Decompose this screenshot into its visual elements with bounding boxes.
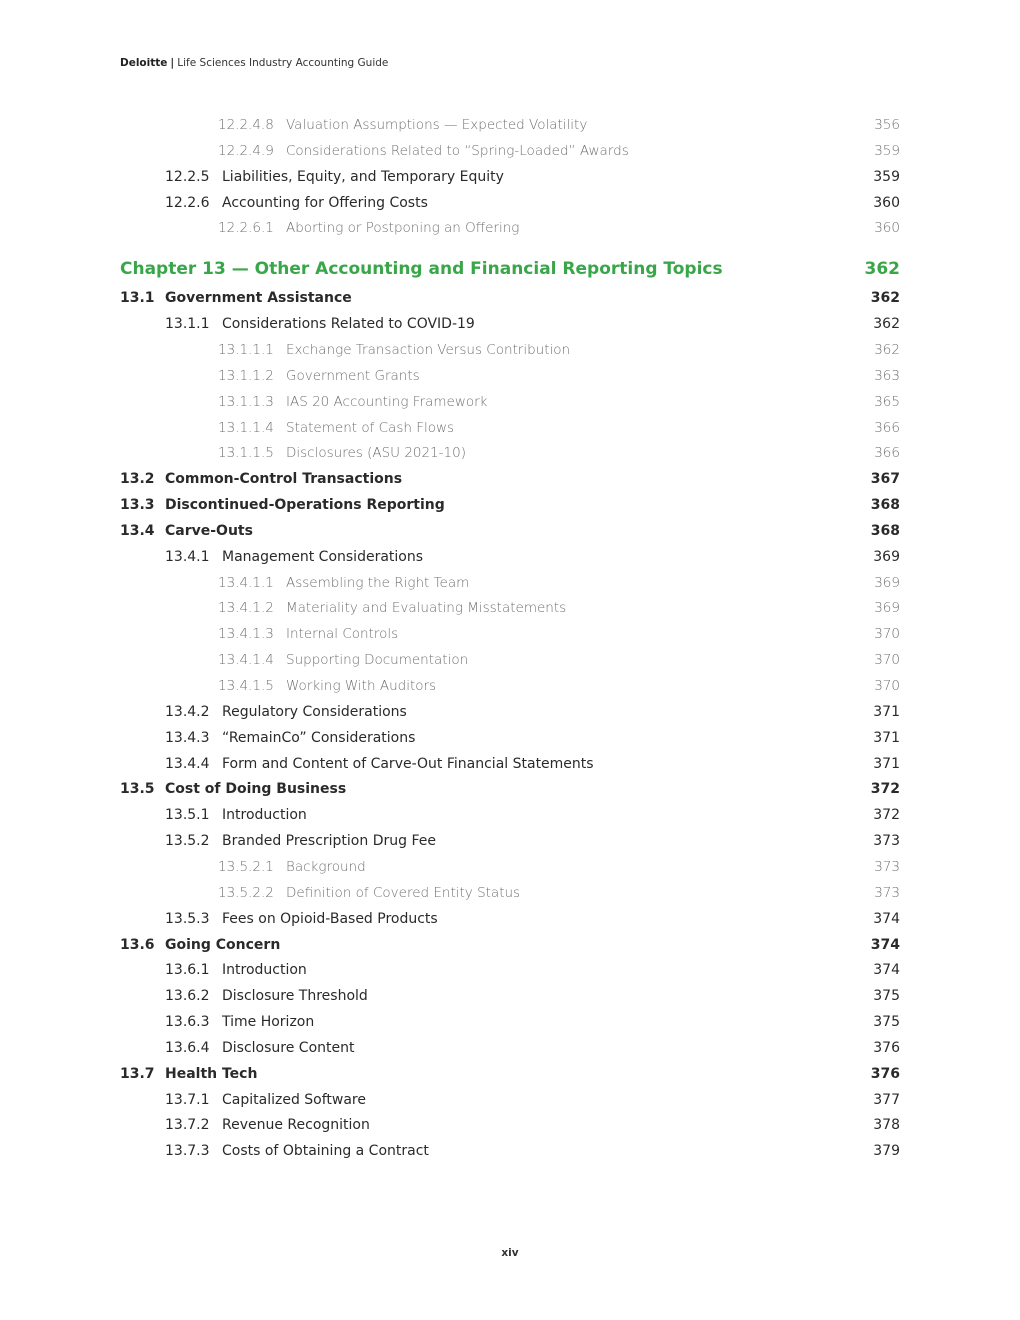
toc-entry[interactable] xyxy=(0,882,1020,904)
toc-entry-title[interactable]: Working With Auditors xyxy=(286,678,437,694)
toc-entry[interactable] xyxy=(0,1011,1020,1033)
toc-entry-number: 12.2.6 xyxy=(165,194,210,211)
toc-entry-title[interactable]: Fees on Opioid-Based Products xyxy=(222,910,438,927)
toc-entry[interactable] xyxy=(0,830,1020,852)
toc-entry-page[interactable]: 367 xyxy=(870,471,900,488)
toc-entry-number: 13.1.1.5 xyxy=(218,445,274,462)
toc-entry-title[interactable]: Valuation Assumptions — Expected Volatility xyxy=(286,117,588,133)
toc-entry-number: 12.2.4.9 xyxy=(218,142,274,159)
toc-entry-page[interactable]: 362 xyxy=(864,259,900,280)
toc-entry-number: 13.4 xyxy=(120,522,155,539)
toc-entry-title[interactable]: Statement of Cash Flows xyxy=(286,419,455,436)
toc-entry-number: 13.7.1 xyxy=(165,1091,210,1108)
toc-entry-page[interactable]: 359 xyxy=(874,142,900,159)
toc-entry-number: 13.4.1.3 xyxy=(218,626,274,643)
toc-entry-number: 13.6.2 xyxy=(165,988,210,1005)
toc-entry-number: 13.4.1.2 xyxy=(218,600,274,617)
toc-entry-number: 13.6.3 xyxy=(165,1014,210,1031)
toc-entry-title[interactable]: Liabilities, Equity, and Temporary Equity xyxy=(222,168,504,185)
toc-entry[interactable] xyxy=(0,417,1020,439)
toc-entry-page[interactable]: 375 xyxy=(873,1014,900,1031)
toc-entry-page[interactable]: 366 xyxy=(874,445,900,462)
toc-entry-title[interactable]: Materiality and Evaluating Misstatements xyxy=(286,600,567,617)
toc-entry-page[interactable]: 377 xyxy=(873,1091,900,1108)
toc-entry-title[interactable]: Definition of Covered Entity Status xyxy=(286,884,521,901)
toc-entry-title[interactable]: Supporting Documentation xyxy=(286,652,469,669)
toc-entry-page[interactable]: 362 xyxy=(874,341,900,358)
toc-entry-number: 13.4.1.1 xyxy=(218,574,274,591)
toc-entry-page[interactable]: 366 xyxy=(874,419,900,436)
toc-entry[interactable] xyxy=(0,572,1020,594)
toc-entry-page[interactable]: 373 xyxy=(874,884,900,901)
toc-entry-page[interactable]: 376 xyxy=(873,1039,900,1056)
toc-entry-number: 13.1.1.3 xyxy=(218,393,274,410)
toc-entry-title[interactable]: Accounting for Offering Costs xyxy=(222,194,428,211)
toc-entry[interactable] xyxy=(0,287,1020,309)
running-header xyxy=(120,57,388,69)
toc-entry-page[interactable]: 369 xyxy=(874,574,900,591)
toc-entry[interactable] xyxy=(0,985,1020,1007)
toc-entry[interactable] xyxy=(0,391,1020,413)
toc-entry-page[interactable]: 368 xyxy=(870,522,900,539)
toc-entry-page[interactable]: 374 xyxy=(873,962,900,979)
toc-entry-number: 13.4.4 xyxy=(165,755,210,772)
page-number: xiv xyxy=(501,1247,519,1259)
toc-entry-title[interactable]: Regulatory Considerations xyxy=(222,703,407,720)
brand-name: Deloitte xyxy=(120,57,168,69)
toc-entry-title[interactable]: “RemainCo” Considerations xyxy=(222,729,416,746)
toc-entry-title[interactable]: Assembling the Right Team xyxy=(286,574,470,591)
toc-entry-page[interactable]: 362 xyxy=(870,290,900,307)
header-separator: | xyxy=(170,57,175,69)
toc-entry-title[interactable]: Health Tech xyxy=(165,1065,258,1082)
toc-entry-page[interactable]: 370 xyxy=(874,678,900,694)
toc-entry[interactable] xyxy=(0,1037,1020,1059)
toc-entry-number: 13.5.2 xyxy=(165,833,210,850)
toc-entry[interactable] xyxy=(0,701,1020,723)
toc-entry[interactable] xyxy=(0,546,1020,568)
toc-entry-number: 13.5.1 xyxy=(165,807,210,824)
chapter-heading[interactable] xyxy=(0,257,1020,279)
toc-entry-number: 13.2 xyxy=(120,471,155,488)
toc-entry-page[interactable]: 372 xyxy=(870,781,900,798)
toc-entry-title[interactable]: Disclosure Content xyxy=(222,1039,355,1056)
toc-entry-number: 13.5.3 xyxy=(165,910,210,927)
toc-entry-page[interactable]: 360 xyxy=(873,194,900,211)
toc-entry-title[interactable]: Form and Content of Carve-Out Financial Statements xyxy=(222,755,594,772)
toc-entry-page[interactable]: 362 xyxy=(873,316,900,333)
toc-entry-title[interactable]: Going Concern xyxy=(165,936,281,953)
toc-entry-title[interactable]: Time Horizon xyxy=(222,1014,315,1031)
toc-entry-title[interactable]: IAS 20 Accounting Framework xyxy=(286,393,488,410)
toc-entry-number: 13.6 xyxy=(120,936,155,953)
toc-entry-title[interactable]: Carve-Outs xyxy=(165,522,253,539)
toc-entry-title[interactable]: Common-Control Transactions xyxy=(165,471,403,488)
toc-entry[interactable] xyxy=(0,1140,1020,1162)
toc-entry[interactable] xyxy=(0,649,1020,671)
toc-entry[interactable] xyxy=(0,959,1020,981)
toc-entry-page[interactable]: 372 xyxy=(873,807,900,824)
toc-entry[interactable] xyxy=(0,778,1020,800)
toc-entry-title[interactable]: Capitalized Software xyxy=(222,1091,366,1108)
toc-entry[interactable] xyxy=(0,597,1020,619)
toc-entry[interactable] xyxy=(0,192,1020,214)
toc-entry-number: 13.3 xyxy=(120,497,155,514)
toc-entry[interactable] xyxy=(0,908,1020,930)
toc-entry-page[interactable]: 363 xyxy=(874,367,900,384)
toc-entry-number: 13.1 xyxy=(120,290,155,307)
toc-entry-number: 13.1.1.1 xyxy=(218,341,274,358)
toc-entry-number: 12.2.4.8 xyxy=(218,117,274,133)
toc-entry-page[interactable]: 359 xyxy=(873,168,900,185)
toc-entry-number: 13.6.1 xyxy=(165,962,210,979)
toc-entry-title[interactable]: Chapter 13 — Other Accounting and Financial Reporting Topics xyxy=(120,259,723,280)
toc-entry-page[interactable]: 369 xyxy=(874,600,900,617)
toc-entry-page[interactable]: 360 xyxy=(874,220,900,237)
toc-entry-number: 13.7.2 xyxy=(165,1117,210,1134)
toc-entry-title[interactable]: Considerations Related to “Spring-Loaded” Awards xyxy=(286,142,629,159)
toc-entry[interactable] xyxy=(0,217,1020,239)
toc-entry-number: 13.4.3 xyxy=(165,729,210,746)
toc-entry[interactable] xyxy=(0,1089,1020,1111)
toc-entry-page[interactable]: 370 xyxy=(874,652,900,669)
toc-entry-number: 12.2.5 xyxy=(165,168,210,185)
toc-entry[interactable] xyxy=(0,365,1020,387)
toc-entry[interactable] xyxy=(0,468,1020,490)
toc-entry[interactable] xyxy=(0,114,1020,136)
toc-entry-number: 12.2.6.1 xyxy=(218,220,274,237)
toc-entry-title[interactable]: Cost of Doing Business xyxy=(165,781,347,798)
toc-entry[interactable] xyxy=(0,753,1020,775)
toc-entry-number: 13.5.2.1 xyxy=(218,858,274,875)
toc-entry-title[interactable]: Background xyxy=(286,858,366,875)
toc-entry-page[interactable]: 373 xyxy=(874,858,900,875)
toc-entry-number: 13.7.3 xyxy=(165,1143,210,1160)
toc-entry-title[interactable]: Government Assistance xyxy=(165,290,352,307)
toc-entry-number: 13.4.1.5 xyxy=(218,678,274,694)
toc-entry[interactable] xyxy=(0,675,1020,697)
toc-entry[interactable] xyxy=(0,339,1020,361)
toc-entry[interactable] xyxy=(0,804,1020,826)
toc-entry[interactable] xyxy=(0,140,1020,162)
toc-entry[interactable] xyxy=(0,166,1020,188)
toc-entry-title[interactable]: Management Considerations xyxy=(222,548,424,565)
toc-entry-number: 13.5.2.2 xyxy=(218,884,274,901)
toc-entry-title[interactable]: Branded Prescription Drug Fee xyxy=(222,833,436,850)
toc-entry[interactable] xyxy=(0,442,1020,464)
toc-entry-page[interactable]: 378 xyxy=(873,1117,900,1134)
toc-entry-page[interactable]: 379 xyxy=(873,1143,900,1160)
toc-entry[interactable] xyxy=(0,494,1020,516)
toc-entry-title[interactable]: Costs of Obtaining a Contract xyxy=(222,1143,429,1160)
toc-entry-number: 13.1.1.2 xyxy=(218,367,274,384)
toc-entry-title[interactable]: Revenue Recognition xyxy=(222,1117,370,1134)
toc-entry-page[interactable]: 371 xyxy=(873,729,900,746)
toc-entry-title[interactable]: Internal Controls xyxy=(286,626,399,643)
toc-entry-page[interactable]: 365 xyxy=(874,393,900,410)
toc-entry-page[interactable]: 371 xyxy=(873,755,900,772)
toc-entry-number: 13.4.1 xyxy=(165,548,210,565)
toc-entry-page[interactable]: 356 xyxy=(874,117,900,133)
toc-entry-page[interactable]: 370 xyxy=(874,626,900,643)
toc-entry-page[interactable]: 373 xyxy=(873,833,900,850)
toc-entry-number: 13.4.2 xyxy=(165,703,210,720)
toc-entry-title[interactable]: Disclosure Threshold xyxy=(222,988,368,1005)
toc-entry-page[interactable]: 376 xyxy=(870,1065,900,1082)
toc-entry-title[interactable]: Considerations Related to COVID-19 xyxy=(222,316,475,333)
toc-entry-number: 13.7 xyxy=(120,1065,155,1082)
toc-entry-page[interactable]: 369 xyxy=(873,548,900,565)
toc-entry[interactable] xyxy=(0,520,1020,542)
toc-entry[interactable] xyxy=(0,727,1020,749)
toc-entry[interactable] xyxy=(0,313,1020,335)
document-title: Life Sciences Industry Accounting Guide xyxy=(177,57,389,69)
toc-entry-title[interactable]: Introduction xyxy=(222,962,307,979)
toc-entry-number: 13.5 xyxy=(120,781,155,798)
toc-entry-title[interactable]: Aborting or Postponing an Offering xyxy=(286,220,520,237)
toc-entry-title[interactable]: Introduction xyxy=(222,807,307,824)
toc-entry-page[interactable]: 374 xyxy=(873,910,900,927)
toc-entry-number: 13.6.4 xyxy=(165,1039,210,1056)
toc-entry[interactable] xyxy=(0,1114,1020,1136)
toc-entry-title[interactable]: Discontinued-Operations Reporting xyxy=(165,497,445,514)
toc-entry[interactable] xyxy=(0,856,1020,878)
toc-entry-page[interactable]: 375 xyxy=(873,988,900,1005)
toc-entry-title[interactable]: Government Grants xyxy=(286,367,420,384)
toc-entry-page[interactable]: 371 xyxy=(873,703,900,720)
toc-entry-number: 13.1.1.4 xyxy=(218,419,274,436)
toc-entry-title[interactable]: Exchange Transaction Versus Contribution xyxy=(286,341,571,358)
toc-entry-title[interactable]: Disclosures (ASU 2021-10) xyxy=(286,445,467,462)
toc-entry[interactable] xyxy=(0,934,1020,956)
toc-entry-page[interactable]: 374 xyxy=(870,936,900,953)
toc-entry-page[interactable]: 368 xyxy=(870,497,900,514)
toc-entry[interactable] xyxy=(0,1063,1020,1085)
toc-entry[interactable] xyxy=(0,623,1020,645)
toc-entry-number: 13.4.1.4 xyxy=(218,652,274,669)
toc-entry-number: 13.1.1 xyxy=(165,316,210,333)
